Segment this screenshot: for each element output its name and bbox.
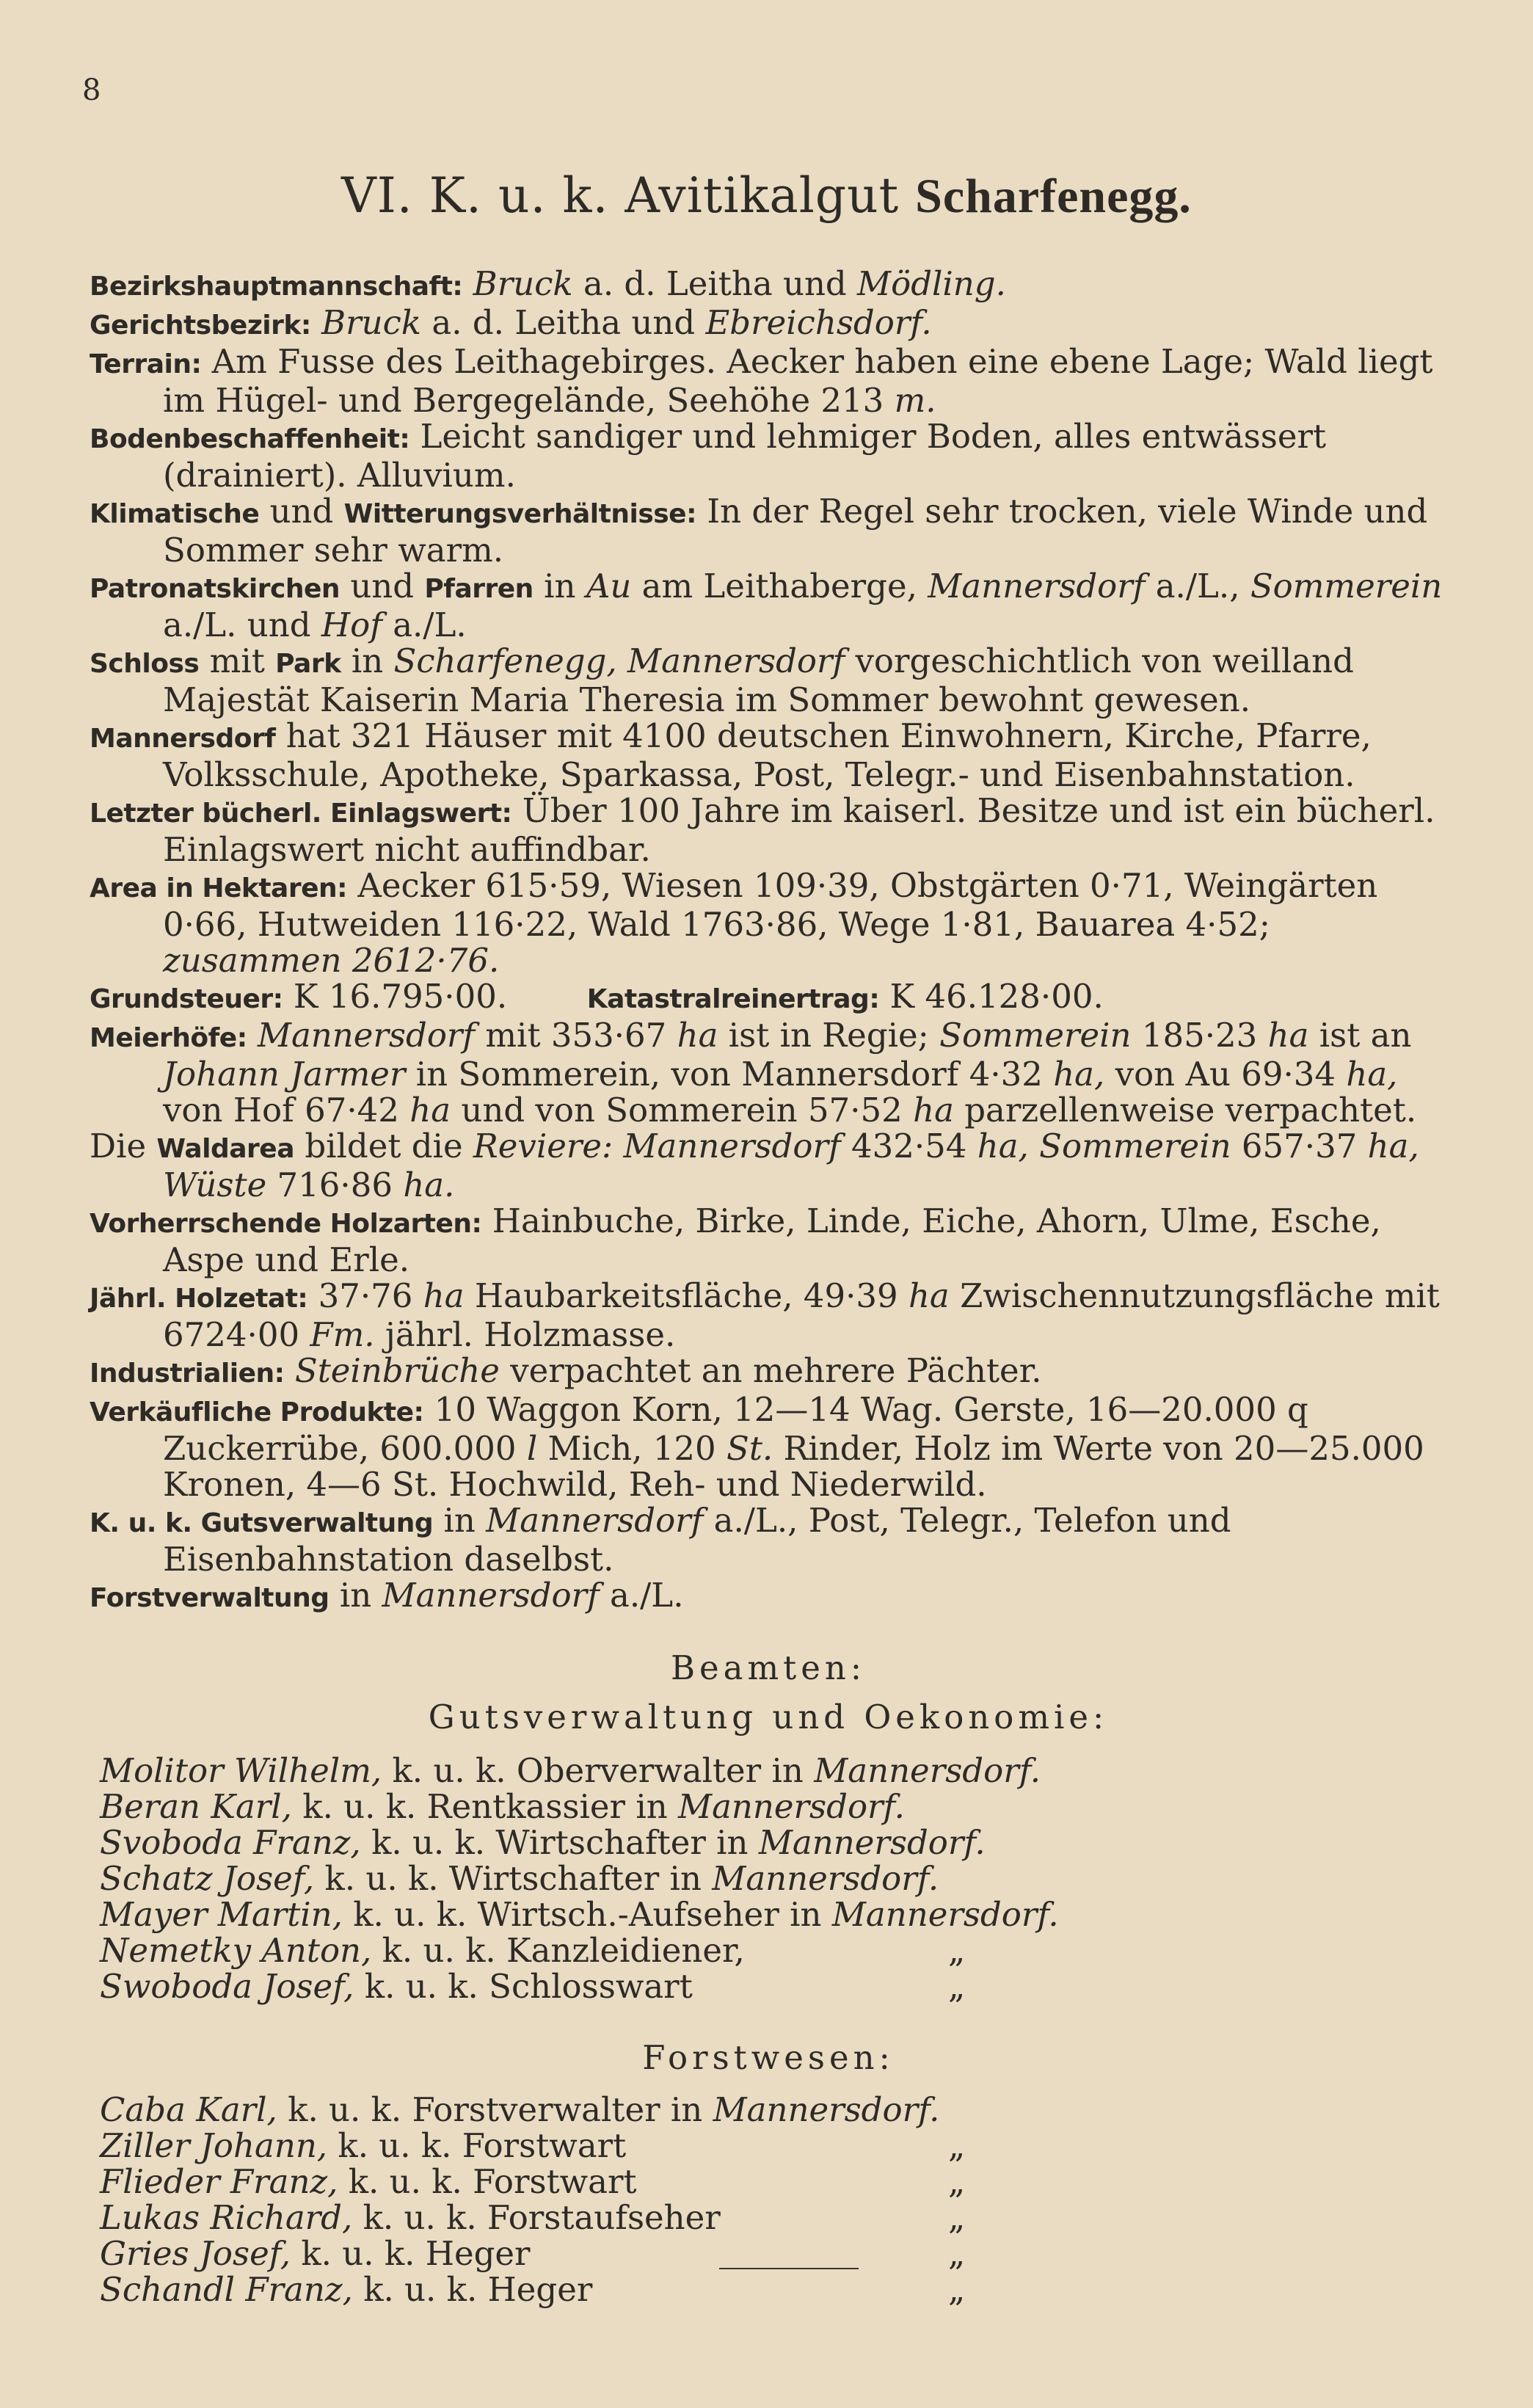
forstwesen-list	[90, 2092, 1447, 2307]
list-item: Svoboda Franz, k. u. k. Wirtschafter in Mannersdorf.	[100, 1823, 986, 1862]
title-prefix: VI. K. u. k. Avitikalgut	[341, 167, 900, 224]
section-heading-forstwesen: Forstwesen:	[642, 2038, 895, 2077]
page-number: 8	[82, 73, 101, 107]
document-body	[90, 266, 1447, 2307]
entry-bezirkshauptmannschaft: Bezirkshauptmannschaft: Bruck a. d. Leitha und Mödling.	[90, 264, 1006, 303]
list-item: Swoboda Josef, k. u. k. Schlosswart „	[100, 1967, 966, 2006]
end-divider	[719, 2268, 859, 2269]
entry-grundsteuer: Grundsteuer: K 16.795·00. Katastralreinertrag: K 46.128·00.	[90, 977, 1104, 1016]
ditto-mark: „	[948, 2270, 966, 2309]
list-item: Beran Karl, k. u. k. Rentkassier in Mannersdorf.	[100, 1787, 905, 1826]
entry-forstverwaltung: Forstverwaltung in Mannersdorf a./L.	[90, 1576, 684, 1615]
entry-patronatskirchen: Patronatskirchen und Pfarren in Au am Leithaberge, Mannersdorf a./L., Sommerein a./L. und Hof a./L.	[90, 567, 1443, 644]
list-item: Flieder Franz, k. u. k. Forstwart „	[100, 2162, 966, 2201]
entry-bodenbeschaffenheit: Bodenbeschaffenheit: Leicht sandiger und lehmiger Boden, alles entwässert (drainiert). Alluvium.	[90, 417, 1327, 495]
title-estate-name: Scharfenegg.	[915, 170, 1192, 223]
entry-holzarten: Vorherrschende Holzarten: Hainbuche, Birke, Linde, Eiche, Ahorn, Ulme, Esche, Aspe und Erle.	[90, 1201, 1381, 1279]
section-heading-beamten: Beamten:	[670, 1648, 867, 1687]
ditto-mark: „	[948, 2162, 966, 2201]
list-item: Schatz Josef, k. u. k. Wirtschafter in Mannersdorf.	[100, 1859, 939, 1898]
list-item: Caba Karl, k. u. k. Forstverwalter in Mannersdorf.	[100, 2090, 940, 2129]
ditto-mark: „	[948, 2234, 966, 2273]
list-item: Ziller Johann, k. u. k. Forstwart „	[100, 2126, 966, 2165]
entry-gerichtsbezirk: Gerichtsbezirk: Bruck a. d. Leitha und Ebreichsdorf.	[90, 303, 932, 342]
entry-produkte: Verkäufliche Produkte: 10 Waggon Korn, 12—14 Wag. Gerste, 16—20.000 q Zuckerrübe, 600.000 l Mich, 120 St. Rinder, Holz im Werte von 20—25.000 Kronen, 4—6 St. Hochwild, Reh- und Niederwild.	[90, 1390, 1424, 1504]
ditto-mark: „	[948, 1967, 966, 2006]
page-title	[0, 167, 1533, 225]
ditto-mark: „	[948, 1931, 966, 1970]
list-item: Mayer Martin, k. u. k. Wirtsch.-Aufseher in Mannersdorf.	[100, 1895, 1059, 1934]
list-item: Nemetky Anton, k. u. k. Kanzleidiener, „	[100, 1931, 966, 1970]
list-item: Molitor Wilhelm, k. u. k. Oberverwalter in Mannersdorf.	[100, 1751, 1041, 1790]
list-item: Gries Josef, k. u. k. Heger „	[100, 2234, 966, 2273]
list-item: Lukas Richard, k. u. k. Forstaufseher „	[100, 2198, 966, 2237]
entry-area: Area in Hektaren: Aecker 615·59, Wiesen 109·39, Obstgärten 0·71, Weingärten 0·66, Hutweiden 116·22, Wald 1763·86, Wege 1·81, Bauarea 4·52; zusammen 2612·76.	[90, 866, 1378, 980]
entry-industrialien: Industrialien: Steinbrüche verpachtet an mehrere Pächter.	[90, 1351, 1042, 1390]
beamten-list	[90, 1753, 1447, 2004]
entry-gutsverwaltung: K. u. k. Gutsverwaltung in Mannersdorf a./L., Post, Telegr., Telefon und Eisenbahnstation daselbst.	[90, 1501, 1231, 1579]
entry-klima: Klimatische und Witterungsverhältnisse: In der Regel sehr trocken, viele Winde und Sommer sehr warm.	[90, 492, 1428, 570]
entry-meierhoefe: Meierhöfe: Mannersdorf mit 353·67 ha ist in Regie; Sommerein 185·23 ha ist an Johann Jarmer in Sommerein, von Mannersdorf 4·32 ha, von Au 69·34 ha, von Hof 67·42 ha und von Sommerein 57·52 ha parzellenweise verpachtet.	[90, 1016, 1417, 1130]
entry-einlagswert: Letzter bücherl. Einlagswert: Über 100 Jahre im kaiserl. Besitze und ist ein bücherl. Einlagswert nicht auffindbar.	[90, 791, 1435, 869]
list-item: Schandl Franz, k. u. k. Heger „	[100, 2270, 966, 2309]
entry-waldarea: Die Waldarea bildet die Reviere: Mannersdorf 432·54 ha, Sommerein 657·37 ha, Wüste 716·86 ha.	[90, 1127, 1419, 1204]
entry-terrain: Terrain: Am Fusse des Leithagebirges. Aecker haben eine ebene Lage; Wald liegt im Hügel- und Bergegelände, Seehöhe 213 m.	[90, 342, 1433, 420]
entry-schloss: Schloss mit Park in Scharfenegg, Mannersdorf vorgeschichtlich von weilland Majestät Kaiserin Maria Theresia im Sommer bewohnt gewesen.	[90, 641, 1354, 719]
ditto-mark: „	[948, 2126, 966, 2165]
entry-holzetat: Jährl. Holzetat: 37·76 ha Haubarkeitsfläche, 49·39 ha Zwischennutzungsfläche mit 6724·00 Fm. jährl. Holzmasse.	[90, 1276, 1440, 1354]
entry-mannersdorf: Mannersdorf hat 321 Häuser mit 4100 deutschen Einwohnern, Kirche, Pfarre, Volksschule, Apotheke, Sparkassa, Post, Telegr.- und Eisenbahnstation.	[90, 716, 1372, 794]
ditto-mark: „	[948, 2198, 966, 2237]
section-subheading-gutsverwaltung: Gutsverwaltung und Oekonomie:	[428, 1698, 1109, 1736]
